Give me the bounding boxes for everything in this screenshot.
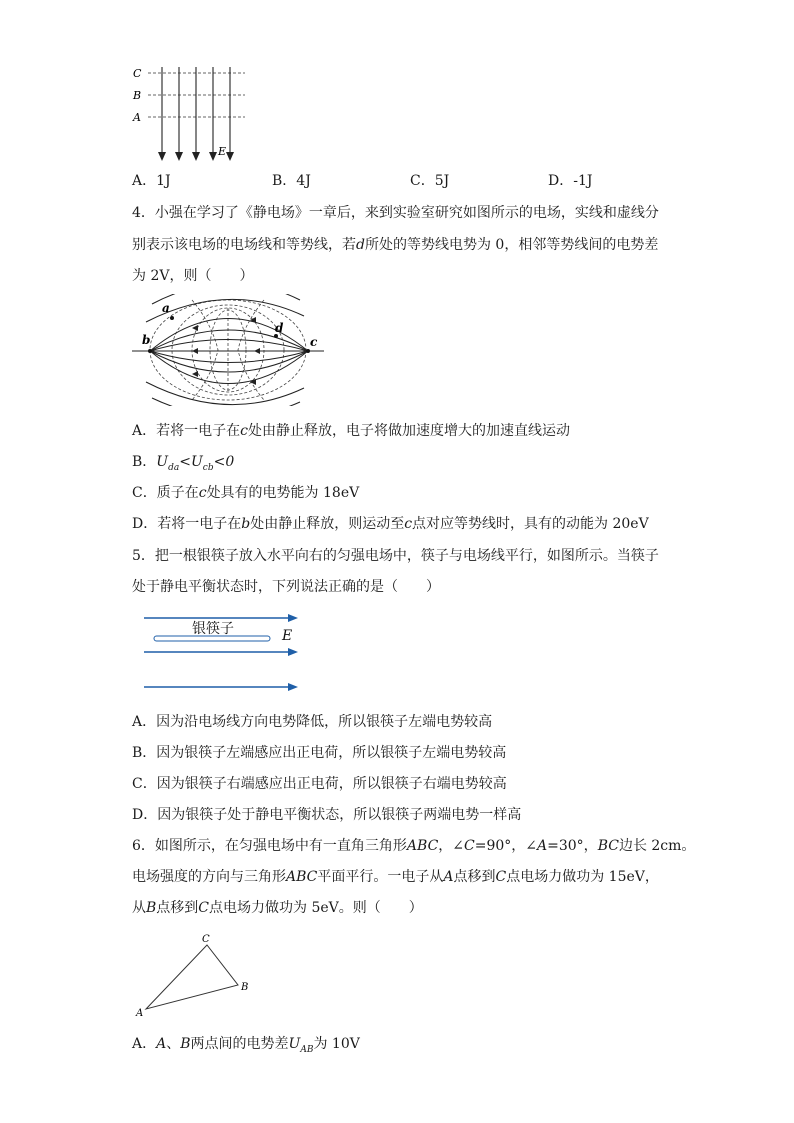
q5-option-d: D．因为银筷子处于静电平衡状态，所以银筷子两端电势一样高: [132, 807, 522, 823]
q4-option-c: C．质子在c处具有的电势能为 18eV: [132, 485, 360, 501]
q6-label-c: C: [202, 934, 210, 945]
q5-field-label: E: [282, 628, 293, 644]
q6-stem-line2: 电场强度的方向与三角形ABC平面平行。一电子从A点移到C点电场力做功为 15eV，: [132, 869, 659, 885]
q5-stem-line1: 5．把一根银筷子放入水平向右的匀强电场中，筷子与电场线平行，如图所示。当筷子: [132, 548, 659, 564]
q3-option-b: B．4J: [272, 173, 311, 189]
q3-option-d: D．-1J: [548, 173, 593, 189]
q4-label-d: d: [275, 321, 284, 335]
q6-label-b: B: [241, 982, 249, 993]
q5-option-c: C．因为银筷子右端感应出正电荷，所以银筷子右端电势较高: [132, 776, 507, 792]
q3-label-a: A: [133, 111, 141, 124]
q6-option-a: A．A、B两点间的电势差$U_{AB}$为 10V: [132, 1036, 360, 1055]
q6-stem-line1: 6．如图所示，在匀强电场中有一直角三角形ABC，∠C=90°，∠A=30°，BC边长 2cm。: [132, 838, 696, 854]
q3-option-c: C．5J: [410, 173, 450, 189]
q4-option-a: A．若将一电子在c处由静止释放，电子将做加速度增大的加速直线运动: [132, 423, 570, 439]
q3-label-b: B: [133, 89, 142, 102]
q5-chopstick-label: 银筷子: [192, 621, 234, 637]
q4-stem-line3: 为 2V，则（ ）: [132, 268, 254, 284]
q4-label-c: c: [310, 335, 318, 349]
q6-label-a: A: [136, 1008, 144, 1018]
q3-field-figure: [128, 62, 258, 166]
q4-stem-line2: 别表示该电场的电场线和等势线，若d所处的等势线电势为 0，相邻等势线间的电势差: [132, 237, 659, 253]
q3-option-a: A．1J: [132, 173, 171, 189]
q6-stem-line3: 从B点移到C点电场力做功为 5eV。则（ ）: [132, 900, 423, 916]
q3-label-c: C: [133, 67, 142, 80]
q4-stem-line1: 4．小强在学习了《静电场》一章后，来到实验室研究如图所示的电场，实线和虚线分: [132, 205, 659, 221]
q4-label-b: b: [142, 333, 151, 347]
q4-option-d: D．若将一电子在b处由静止释放，则运动至c点对应等势线时，具有的动能为 20eV: [132, 516, 649, 532]
q5-option-b: B．因为银筷子左端感应出正电荷，所以银筷子左端电势较高: [132, 745, 507, 761]
q4-option-b: B．$U_{da}<U_{cb}<0$: [132, 454, 235, 473]
q6-triangle-figure: [130, 930, 260, 1018]
q4-label-a: a: [162, 301, 170, 315]
q5-stem-line2: 处于静电平衡状态时，下列说法正确的是（ ）: [132, 579, 440, 595]
q5-option-a: A．因为沿电场线方向电势降低，所以银筷子左端电势较高: [132, 714, 493, 730]
q3-label-e: E: [218, 145, 227, 158]
q4-field-figure: [132, 294, 324, 406]
q5-chopstick-figure: [142, 608, 312, 696]
